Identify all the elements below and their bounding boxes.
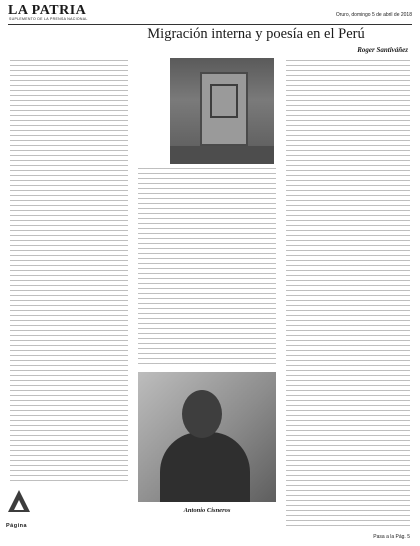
text-column-3 bbox=[286, 60, 410, 530]
monument-photo bbox=[170, 58, 274, 164]
masthead-bar bbox=[8, 3, 412, 23]
newspaper-brand: LA PATRIA bbox=[8, 3, 87, 18]
masthead-rule bbox=[8, 24, 412, 25]
text-column-1 bbox=[10, 60, 128, 485]
stone-monument bbox=[200, 72, 248, 146]
dateline: Oruro, domingo 5 de abril de 2018 bbox=[335, 12, 412, 18]
monument-base bbox=[170, 146, 274, 164]
section-logo-word: Página bbox=[6, 523, 28, 529]
section-logo-icon bbox=[6, 490, 32, 524]
portrait-caption: Antonio Cisneros bbox=[183, 507, 231, 514]
page-footer: Pasa a la Pág. 5 bbox=[373, 534, 410, 540]
brand-subtitle: SUPLEMENTO DE LA PRENSA NACIONAL bbox=[9, 17, 88, 21]
portrait-head bbox=[182, 390, 222, 438]
article-byline: Roger Santiváñez bbox=[357, 46, 408, 54]
portrait-body bbox=[160, 432, 250, 502]
article-headline: Migración interna y poesía en el Perú bbox=[147, 26, 365, 42]
portrait-photo bbox=[138, 372, 276, 502]
text-column-2-top bbox=[138, 168, 276, 366]
